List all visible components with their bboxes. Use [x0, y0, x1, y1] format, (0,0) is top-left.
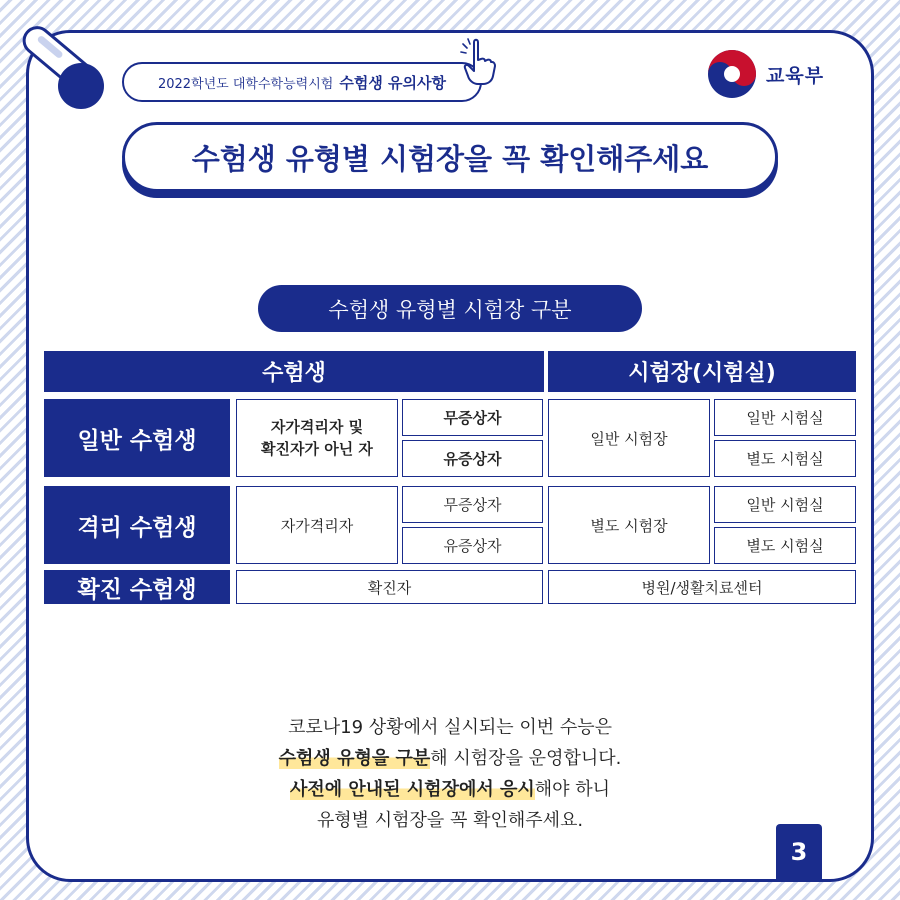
header-candidate: 수험생	[44, 351, 544, 392]
pin-head	[58, 63, 104, 109]
row-label-isolated: 격리 수험생	[44, 486, 230, 564]
row-label-confirmed: 확진 수험생	[44, 570, 230, 604]
venue-confirmed: 병원/생활치료센터	[548, 570, 856, 604]
venue-isolated: 별도 시험장	[548, 486, 710, 564]
subtitle-pill	[122, 62, 482, 102]
header-venue: 시험장(시험실)	[548, 351, 856, 392]
condition-general: 자가격리자 및 확진자가 아닌 자	[236, 399, 398, 477]
subtitle-prefix: 2022학년도 대학수학능력시험	[157, 76, 334, 92]
room-general-separate: 별도 시험실	[714, 440, 856, 477]
venue-general: 일반 시험장	[548, 399, 710, 477]
sub-isolated-symptomatic: 유증상자	[402, 527, 543, 564]
description-line-3	[150, 774, 750, 805]
government-emblem-icon	[706, 48, 758, 100]
room-isolated-separate: 별도 시험실	[714, 527, 856, 564]
subtitle-bold: 수험생 유의사항	[339, 73, 446, 92]
room-general-normal: 일반 시험실	[714, 399, 856, 436]
ministry-logo	[706, 48, 824, 100]
highlight-candidate-type: 수험생 유형을 구분	[278, 748, 431, 769]
description-line-4: 유형별 시험장을 꼭 확인해주세요.	[316, 810, 584, 831]
page-title: 수험생 유형별 시험장을 꼭 확인해주세요	[122, 122, 778, 192]
room-isolated-normal: 일반 시험실	[714, 486, 856, 523]
condition-confirmed: 확진자	[236, 570, 543, 604]
sub-general-symptomatic: 유증상자	[402, 440, 543, 477]
highlight-assigned-venue: 사전에 안내된 시험장에서 응시	[289, 779, 535, 800]
sub-general-asymptomatic: 무증상자	[402, 399, 543, 436]
description-line-2	[150, 743, 750, 774]
description	[150, 712, 750, 836]
row-label-general: 일반 수험생	[44, 399, 230, 477]
sub-isolated-asymptomatic: 무증상자	[402, 486, 543, 523]
description-line-3-rest: 해야 하니	[534, 779, 611, 800]
section-title: 수험생 유형별 시험장 구분	[258, 285, 642, 332]
description-line-1: 코로나19 상황에서 실시되는 이번 수능은	[288, 717, 612, 738]
page-number: 3	[776, 824, 822, 880]
logo-text: 교육부	[766, 64, 825, 87]
pointing-hand-icon	[460, 38, 498, 86]
description-line-2-rest: 해 시험장을 운영합니다.	[430, 748, 622, 769]
condition-isolated: 자가격리자	[236, 486, 398, 564]
